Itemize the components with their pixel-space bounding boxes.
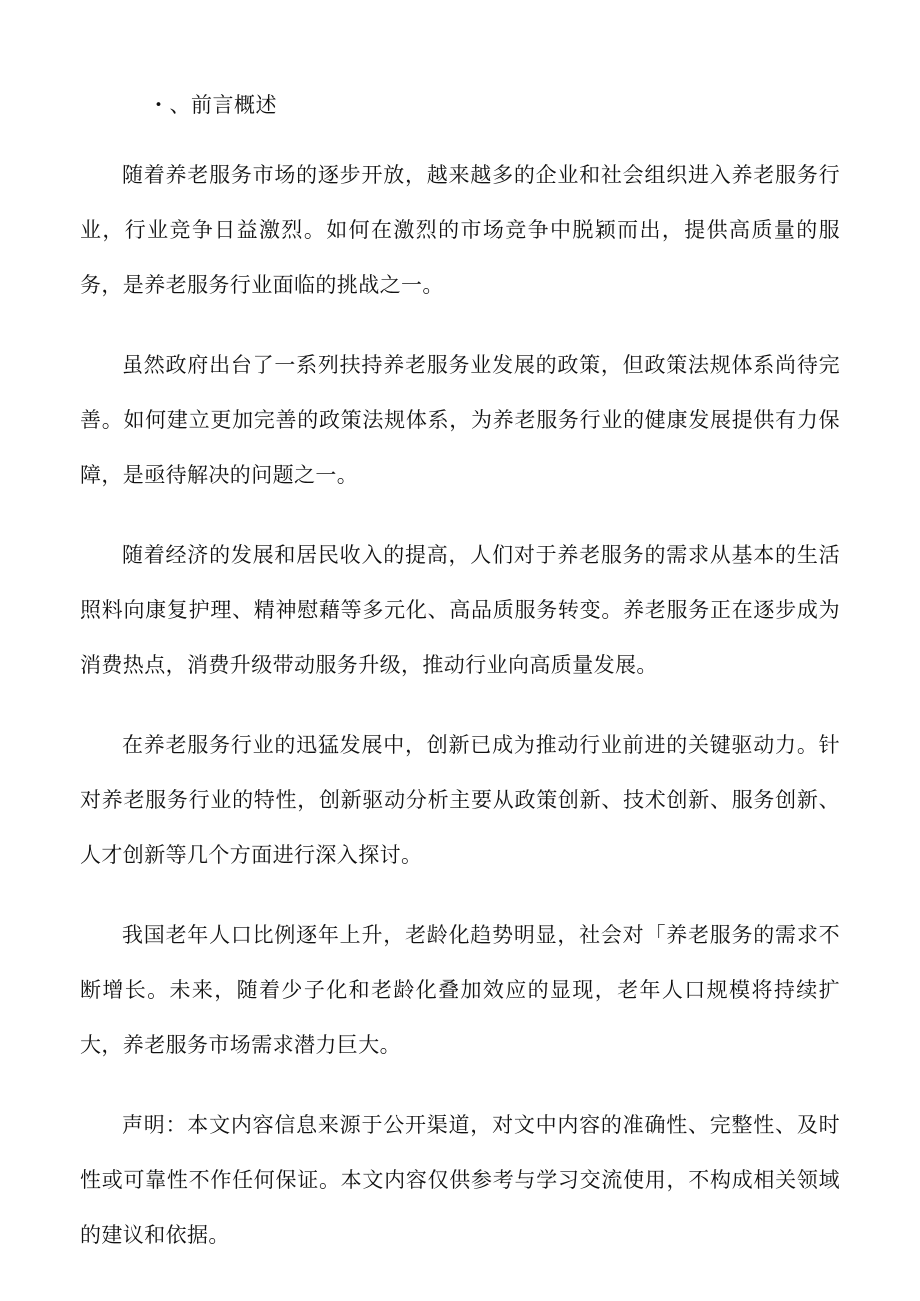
paragraph-market-competition: 随着养老服务市场的逐步开放，越来越多的企业和社会组织进入养老服务行业，行业竞争日益激烈。如何在激烈的市场竞争中脱颖而出，提供高质量的服务，是养老服务行业面临的挑战之一。 (80, 163, 840, 297)
paragraph-consumption-upgrade: 随着经济的发展和居民收入的提高，人们对于养老服务的需求从基本的生活照料向康复护理、精神慰藉等多元化、高品质服务转变。养老服务正在逐步成为消费热点，消费升级带动服务升级，推动行业向高质量发展。 (80, 543, 840, 677)
paragraph-aging-demand: 我国老年人口比例逐年上升，老龄化趋势明显，社会对「养老服务的需求不断增长。未来，随着少子化和老龄化叠加效应的显现，老年人口规模将持续扩大，养老服务市场需求潜力巨大。 (80, 923, 840, 1057)
paragraph-innovation-drivers: 在养老服务行业的迅猛发展中，创新已成为推动行业前进的关键驱动力。针对养老服务行业的特性，创新驱动分析主要从政策创新、技术创新、服务创新、人才创新等几个方面进行深入探讨。 (80, 733, 840, 867)
paragraph-policy-system: 虽然政府出台了一系列扶持养老服务业发展的政策，但政策法规体系尚待完善。如何建立更加完善的政策法规体系，为养老服务行业的健康发展提供有力保障，是亟待解决的问题之一。 (80, 353, 840, 487)
paragraph-disclaimer: 声明：本文内容信息来源于公开渠道，对文中内容的准确性、完整性、及时性或可靠性不作任何保证。本文内容仅供参考与学习交流使用，不构成相关领域的建议和依据。 (80, 1113, 840, 1247)
section-heading: ・、前言概述 (148, 93, 277, 117)
